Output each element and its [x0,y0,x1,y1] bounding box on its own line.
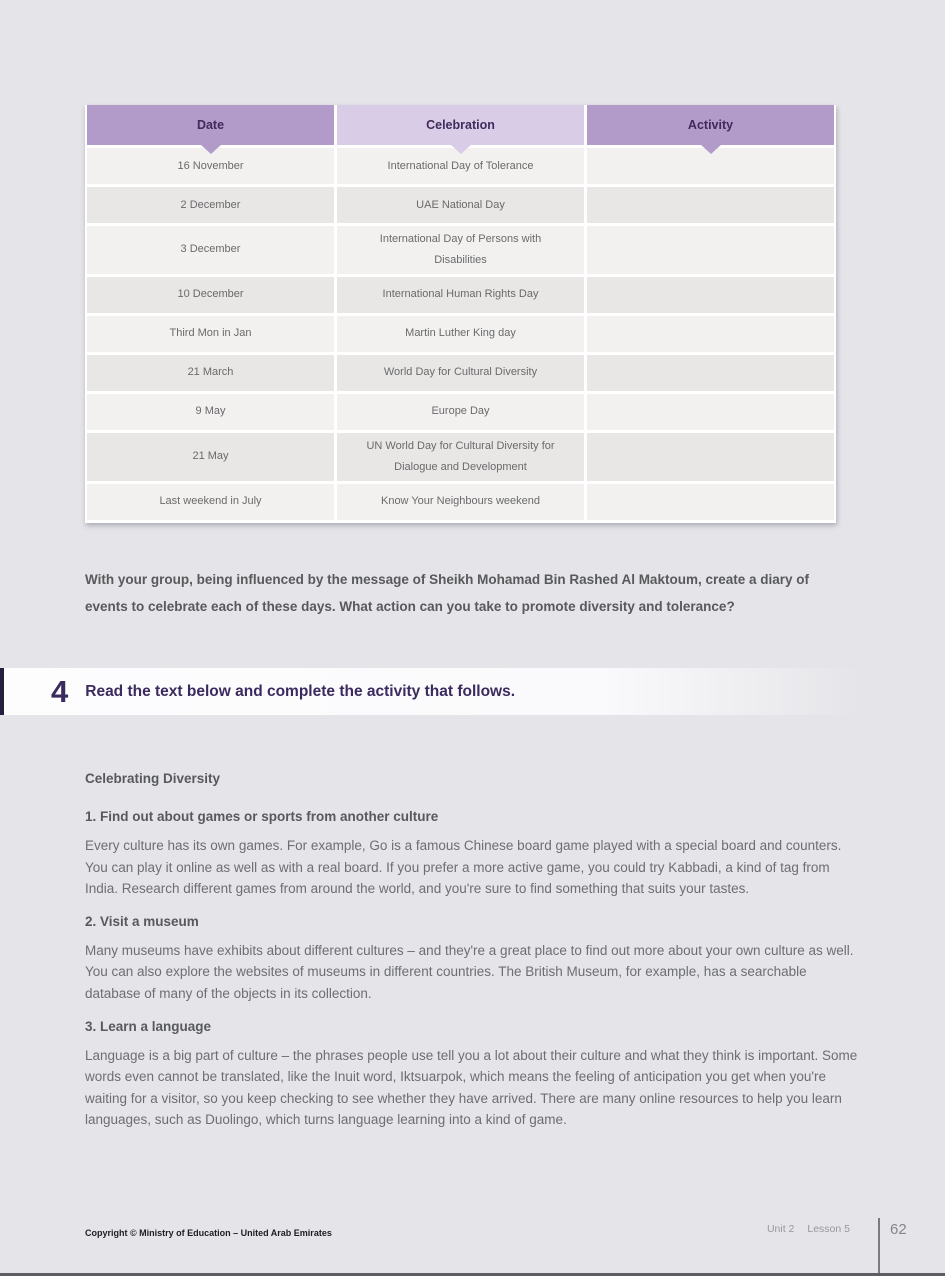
date-cell: 2 December [87,187,334,223]
activity-cell [587,316,834,352]
celebration-cell: Know Your Neighbours weekend [337,484,584,520]
table-row [87,226,834,274]
article-item-heading-1: 1. Find out about games or sports from another culture [85,809,439,824]
celebration-cell: UAE National Day [337,187,584,223]
activity-cell [587,394,834,430]
unit-lesson-label [767,1223,850,1235]
date-cell: 10 December [87,277,334,313]
table-row [87,484,834,520]
table-header-row [87,105,834,145]
article-title: Celebrating Diversity [85,771,221,786]
table-row [87,316,834,352]
column-header-date [87,105,334,145]
date-cell: 21 March [87,355,334,391]
column-header-activity [587,105,834,145]
header-arrow-down-icon [450,144,472,154]
celebrations-table [85,105,836,523]
activity-cell [587,187,834,223]
article-item-heading-3: 3. Learn a language [85,1018,212,1034]
column-header-celebration-label: Celebration [426,118,495,132]
unit-label: Unit 2 [766,1223,795,1235]
column-header-activity-label: Activity [687,118,734,132]
article-item-body-3: Language is a big part of culture – the phrases people use tell you a lot about their culture and what they think is important. Some words even cannot be translated, like the Inuit word, Iktsuarpok, which means the feeling of anticipation you get when you're waiting for a visitor, so you keep checking to see whether they have arrived. There are many online resources to help you learn languages, such as Duolingo, which turns language learning into a kind of game. [85,1047,858,1128]
celebration-cell: World Day for Cultural Diversity [337,355,584,391]
activity-cell [587,226,834,274]
header-arrow-down-icon [700,144,722,154]
celebration-cell: Europe Day [337,394,584,430]
section-title: Read the text below and complete the activity that follows. [85,682,516,700]
date-cell: Third Mon in Jan [87,316,334,352]
table-row [87,355,834,391]
column-header-celebration [337,105,584,145]
table-row [87,394,834,430]
date-cell: 16 November [87,148,334,184]
section-accent-strip [0,668,4,715]
celebration-cell: International Day of Persons with Disabilities [337,226,584,274]
date-cell: 3 December [87,226,334,274]
activity-section-header [0,668,860,715]
celebration-cell: UN World Day for Cultural Diversity for Dialogue and Development [337,433,584,481]
celebration-cell: International Human Rights Day [337,277,584,313]
activity-cell [587,277,834,313]
activity-cell [587,433,834,481]
footer-divider [878,1218,880,1276]
page-number: 62 [890,1221,907,1238]
column-header-date-label: Date [196,118,225,132]
date-cell: 21 May [87,433,334,481]
celebration-cell: International Day of Tolerance [337,148,584,184]
date-cell: Last weekend in July [87,484,334,520]
article-item-body-1: Every culture has its own games. For example, Go is a famous Chinese board game played with a special board and counters. You can play it online as well as with a real board. If you prefer a more active game, you could try Kabbadi, a kind of tag from India. Research different games from around the world, and you're sure to find something that suits your tastes. [85,838,842,897]
article-item-body-2: Many museums have exhibits about different cultures – and they're a great place to find out more about your own culture as well. You can also explore the websites of museums in different countries. The British Museum, for example, has a searchable database of many of the objects in its collection. [85,942,854,1001]
table-row [87,277,834,313]
reading-text [85,771,863,1145]
copyright-notice: Copyright © Ministry of Education – United Arab Emirates [85,1228,332,1238]
activity-cell [587,484,834,520]
activity-cell [587,355,834,391]
article-item-heading-2: 2. Visit a museum [85,913,199,929]
group-task-instruction: With your group, being influenced by the message of Sheikh Mohamad Bin Rashed Al Maktoum, create a diary of events to celebrate each of these days. What action can you take to promote diversity and tolerance? [85,572,809,614]
celebration-cell: Martin Luther King day [337,316,584,352]
date-cell: 9 May [87,394,334,430]
lesson-label: Lesson 5 [807,1223,850,1235]
header-arrow-down-icon [200,144,222,154]
section-number: 4 [51,674,69,709]
table-row [87,187,834,223]
celebrations-table-body [87,148,834,520]
table-row [87,433,834,481]
